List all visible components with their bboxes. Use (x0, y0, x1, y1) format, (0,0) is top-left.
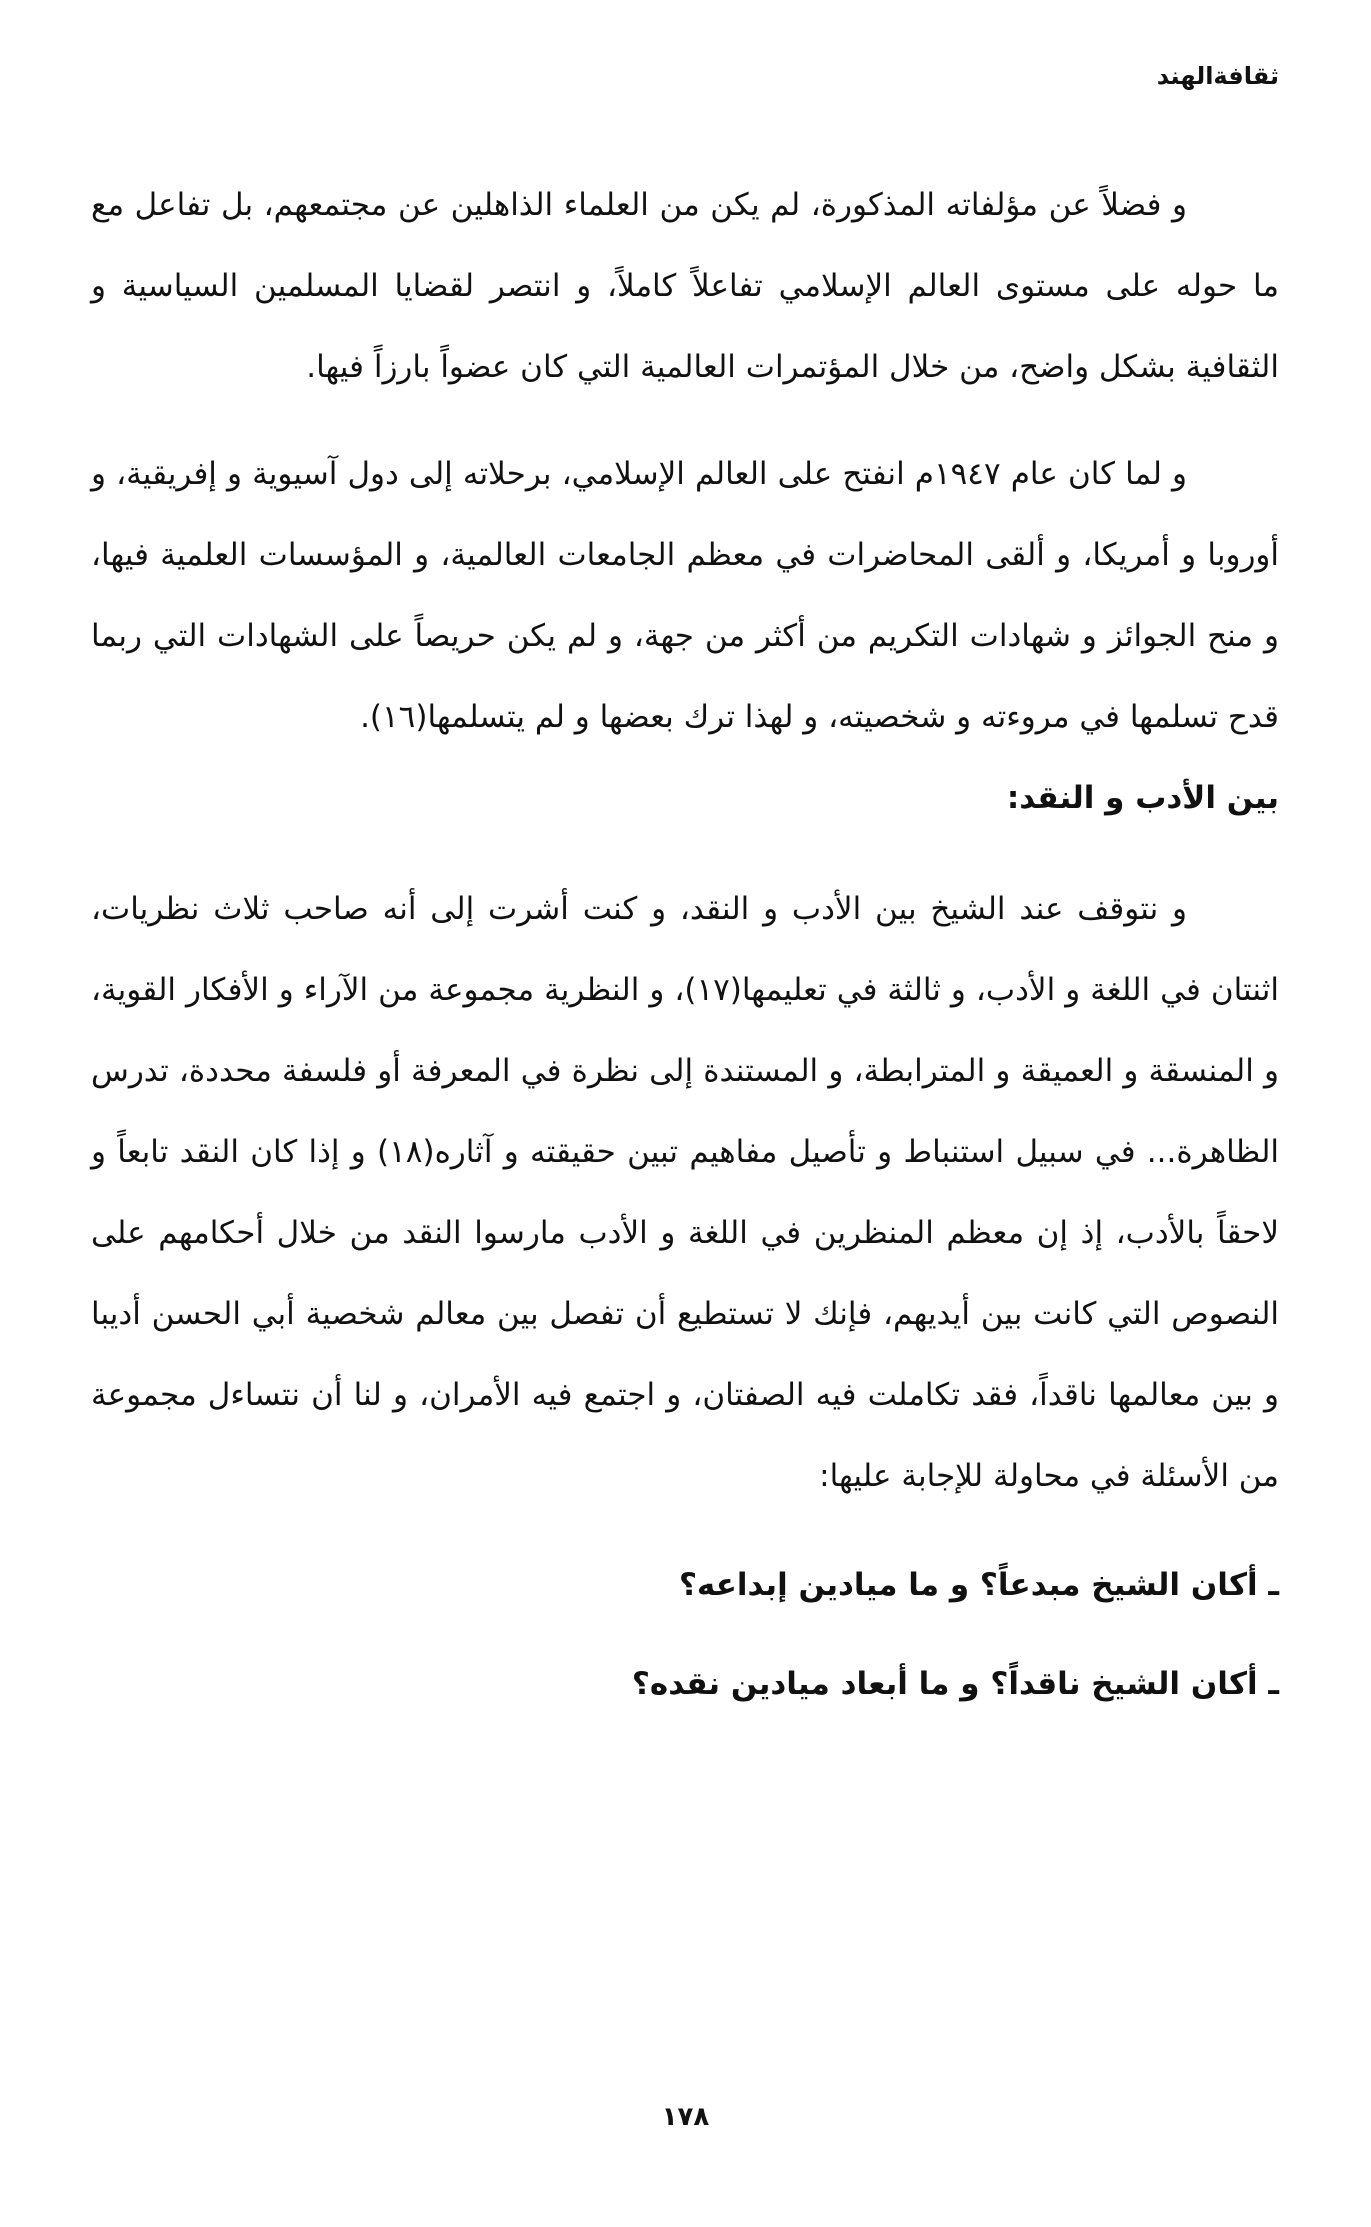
running-header-title: ثقافةالهند (1156, 62, 1279, 90)
question-creativity: ـ أكان الشيخ مبدعاً؟ و ما ميادين إبداعه؟ (678, 1567, 1279, 1603)
page-body (91, 165, 1279, 1725)
paragraph-works-and-engagement: و فضلاً عن مؤلفاته المذكورة، لم يكن من العلماء الذاهلين عن مجتمعهم، بل تفاعل مع ما حوله على مستوى العالم الإسلامي تفاعلاً كاملاً، و انتصر لقضايا المسلمين السياسية و الثقافية بشكل واضح، من خلال المؤتمرات العالمية التي كان عضواً بارزاً فيها. (91, 187, 1279, 385)
question-criticism: ـ أكان الشيخ ناقداً؟ و ما أبعاد ميادين نقده؟ (631, 1666, 1279, 1702)
paragraph-literature-and-criticism: و نتوقف عند الشيخ بين الأدب و النقد، و كنت أشرت إلى أنه صاحب ثلاث نظريات، اثنتان في اللغة و الأدب، و ثالثة في تعليمها(١٧)، و النظرية مجموعة من الآراء و الأفكار القوية، و المنسقة و العميقة و المترابطة، و المستندة إلى نظرة في المعرفة أو فلسفة محددة، تدرس الظاهرة... في سبيل استنباط و تأصيل مفاهيم تبين حقيقته و آثاره(١٨) و إذا كان النقد تابعاً و لاحقاً بالأدب، إذ إن معظم المنظرين في اللغة و الأدب مارسوا النقد من خلال أحكامهم على النصوص التي كانت بين أيديهم، فإنك لا تستطيع أن تفصل بين معالم شخصية أبي الحسن أديبا و بين معالمها ناقداً، فقد تكاملت فيه الصفتان، و اجتمع فيه الأمران، و لنا أن نتساءل مجموعة من الأسئلة في محاولة للإجابة عليها: (91, 891, 1280, 1494)
paragraph-travels-and-honors: و لما كان عام ١٩٤٧م انفتح على العالم الإسلامي، برحلاته إلى دول آسيوية و إفريقية، و أوروبا و أمريكا، و ألقى المحاضرات في معظم الجامعات العالمية، و المؤسسات العلمية فيها، و منح الجوائز و شهادات التكريم من أكثر من جهة، و لم يكن حريصاً على الشهادات التي ربما قدح تسلمها في مروءته و شخصيته، و لهذا ترك بعضها و لم يتسلمها(١٦). (91, 456, 1279, 735)
page-number: ١٧٨ (661, 2102, 710, 2132)
section-heading: بين الأدب و النقد: (1006, 780, 1279, 816)
